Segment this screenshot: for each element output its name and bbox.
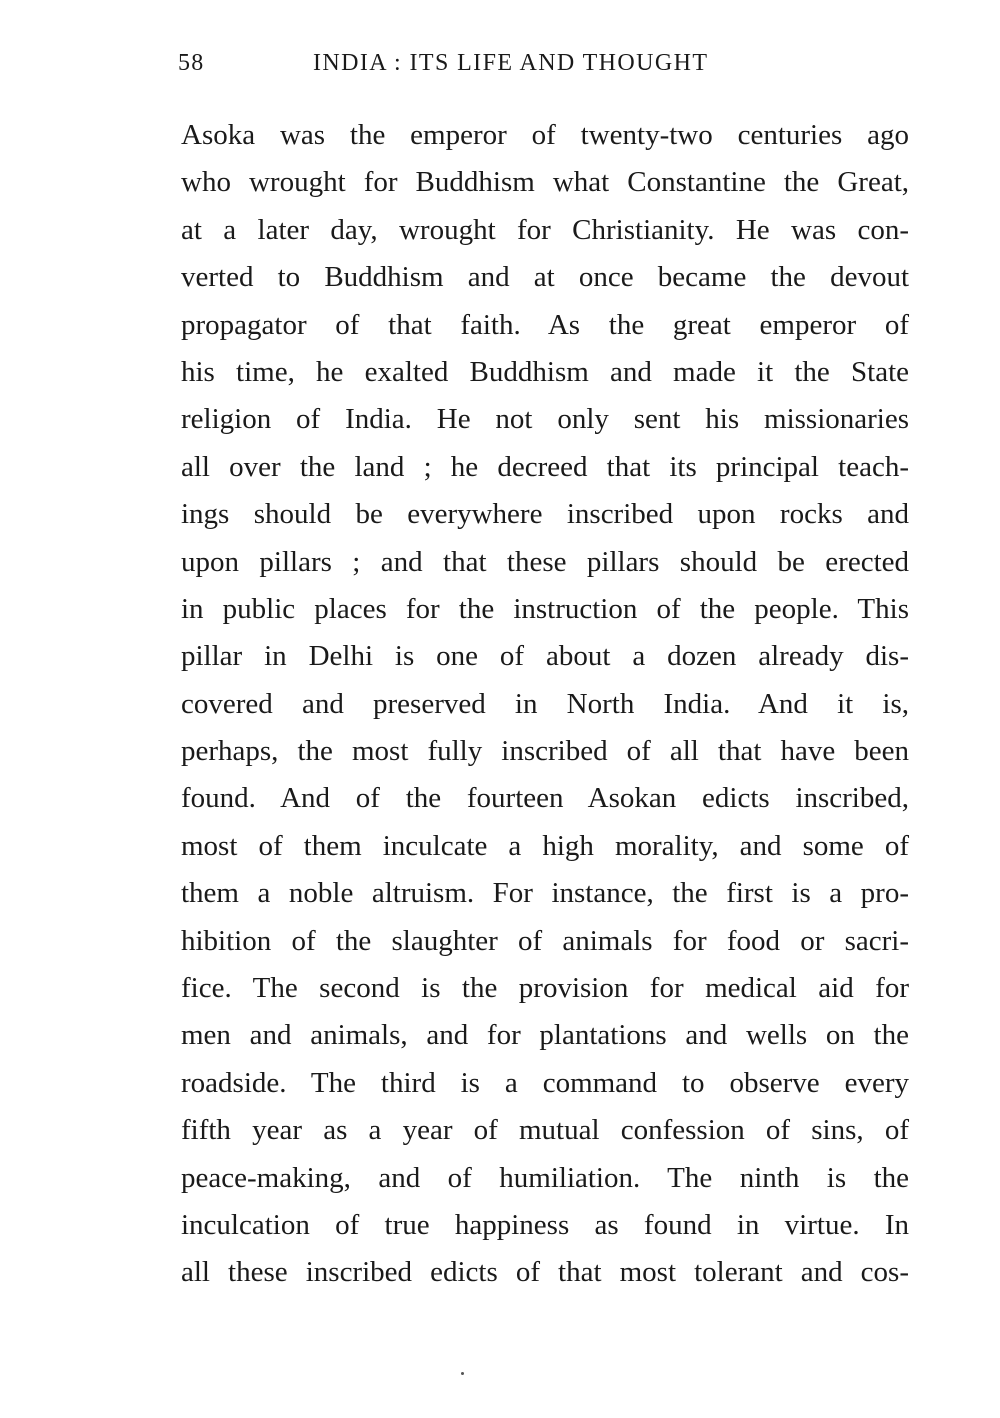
text-line: found. And of the fourteen Asokan edicts inscribed, [181, 782, 909, 815]
text-line: his time, he exalted Buddhism and made it the State [181, 355, 909, 388]
text-line: fice. The second is the provision for medical aid for [181, 972, 909, 1005]
text-line: pillar in Delhi is one of about a dozen already dis- [181, 640, 909, 673]
running-head [178, 50, 908, 84]
text-line: all over the land ; he decreed that its principal teach- [181, 450, 909, 483]
text-line: covered and preserved in North India. And it is, [181, 687, 909, 720]
text-line: all these inscribed edicts of that most tolerant and cos- [181, 1256, 909, 1289]
text-line: verted to Buddhism and at once became the devout [181, 261, 909, 294]
text-line: upon pillars ; and that these pillars should be erected [181, 545, 909, 578]
text-line: Asoka was the emperor of twenty-two centuries ago [181, 119, 909, 151]
text-line: roadside. The third is a command to observe every [181, 1066, 909, 1099]
running-title: INDIA : ITS LIFE AND THOUGHT [313, 50, 709, 76]
text-line: hibition of the slaughter of animals for food or sacri- [181, 924, 909, 957]
text-line: peace-making, and of humiliation. The ninth is the [181, 1161, 909, 1194]
page-number: 58 [178, 50, 205, 76]
text-line: most of them inculcate a high morality, and some of [181, 829, 909, 862]
text-line: men and animals, and for plantations and wells on the [181, 1019, 909, 1052]
text-line: at a later day, wrought for Christianity. He was con- [181, 213, 909, 246]
text-line: perhaps, the most fully inscribed of all that have been [181, 735, 909, 768]
text-line: who wrought for Buddhism what Constantine the Great, [181, 166, 909, 199]
text-line: inculcation of true happiness as found in virtue. In [181, 1208, 909, 1241]
body-text [181, 112, 909, 1297]
text-line: in public places for the instruction of the people. This [181, 592, 909, 625]
print-speck [461, 1372, 464, 1375]
text-line: them a noble altruism. For instance, the first is a pro- [181, 877, 909, 910]
text-line: ings should be everywhere inscribed upon rocks and [181, 498, 909, 531]
text-line: religion of India. He not only sent his missionaries [181, 403, 909, 436]
text-line: propagator of that faith. As the great emperor of [181, 308, 909, 341]
text-line: fifth year as a year of mutual confession of sins, of [181, 1114, 909, 1147]
